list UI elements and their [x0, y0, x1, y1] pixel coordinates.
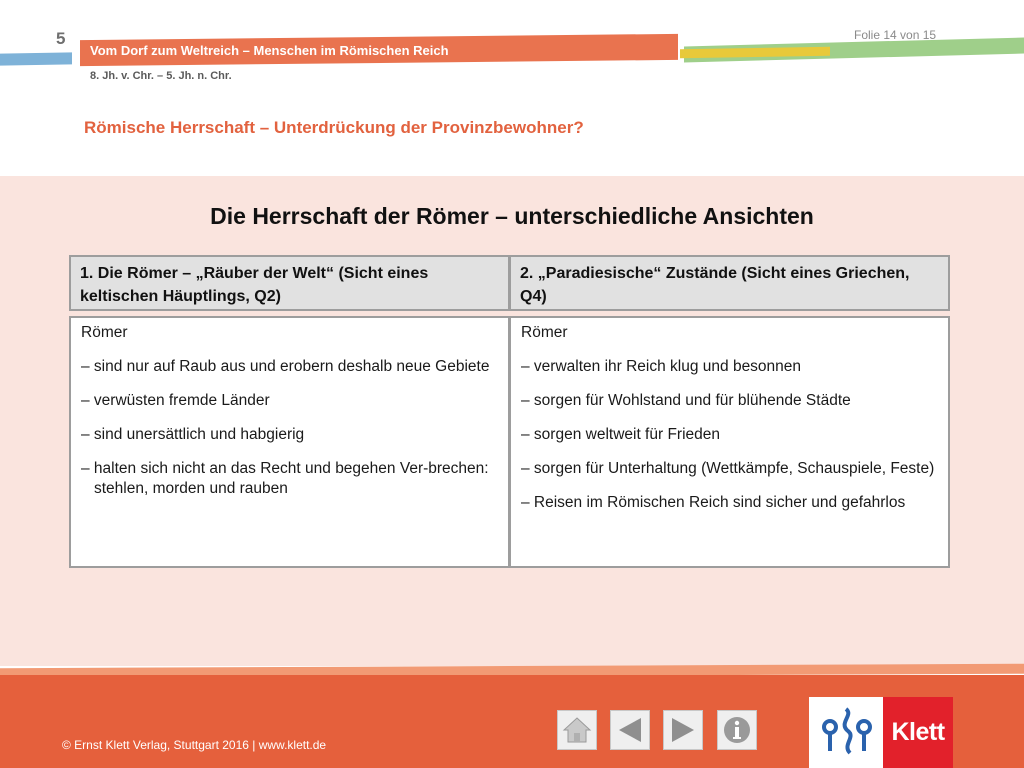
column-lead: Römer	[81, 324, 128, 341]
klett-emblem-icon	[816, 701, 878, 763]
list-item: – sind nur auf Raub aus und erobern deshalb neue Gebiete	[81, 358, 490, 375]
list-item: – Reisen im Römischen Reich sind sicher und gefahrlos	[521, 494, 906, 511]
decorative-stripe-blue	[0, 52, 72, 65]
list-item: – halten sich nicht an das Recht und begehen Ver-brechen: stehlen, morden und rauben	[81, 460, 489, 497]
home-button[interactable]	[557, 710, 597, 750]
info-icon	[722, 715, 752, 745]
column-body-celtic-view	[69, 316, 510, 568]
column-header-celtic-view: 1. Die Römer – „Räuber der Welt“ (Sicht eines keltischen Häuptlings, Q2)	[69, 255, 510, 311]
list-item: – sorgen weltweit für Frieden	[521, 426, 721, 443]
slide-counter: Folie 14 von 15	[854, 28, 937, 42]
column-body-greek-view	[509, 316, 950, 568]
logo-text: Klett	[891, 718, 945, 746]
list-item: – verwüsten fremde Länder	[81, 392, 270, 409]
column-header-greek-view: 2. „Paradiesische“ Zustände (Sicht eines Griechen, Q4)	[509, 255, 950, 311]
copyright-text: © Ernst Klett Verlag, Stuttgart 2016 | www.klett.de	[62, 738, 327, 752]
list-item: – sorgen für Wohlstand und für blühende Städte	[521, 392, 851, 409]
list-item: – verwalten ihr Reich klug und besonnen	[521, 358, 802, 375]
info-button[interactable]	[717, 710, 757, 750]
previous-slide-button[interactable]	[610, 710, 650, 750]
slide-title: Die Herrschaft der Römer – unterschiedliche Ansichten	[210, 203, 814, 229]
banner-title: Vom Dorf zum Weltreich – Menschen im Römischen Reich	[90, 43, 449, 58]
arrow-left-icon	[615, 715, 645, 745]
list-item: – sind unersättlich und habgierig	[81, 426, 305, 443]
next-slide-button[interactable]	[663, 710, 703, 750]
era-label: 8. Jh. v. Chr. – 5. Jh. n. Chr.	[90, 70, 232, 82]
arrow-right-icon	[668, 715, 698, 745]
list-item: – sorgen für Unterhaltung (Wettkämpfe, Schauspiele, Feste)	[521, 460, 935, 477]
column-lead: Römer	[521, 324, 568, 341]
home-icon	[562, 715, 592, 745]
chapter-number: 5	[56, 29, 66, 48]
section-title: Römische Herrschaft – Unterdrückung der Provinzbewohner?	[84, 118, 584, 137]
